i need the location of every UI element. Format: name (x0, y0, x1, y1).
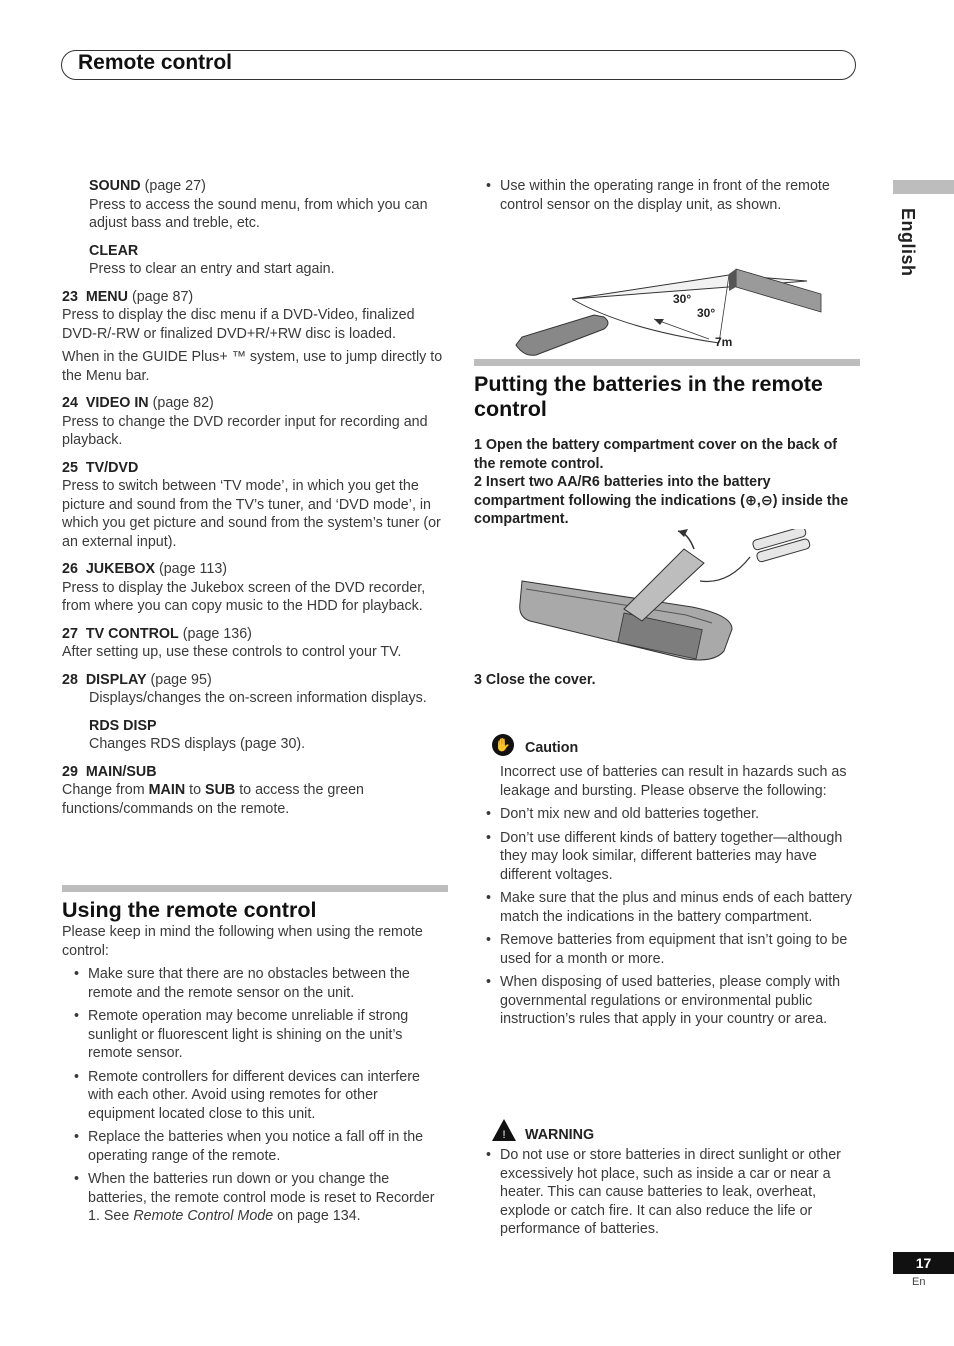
step-3: 3 Close the cover. (474, 671, 596, 688)
caution-title: Caution (525, 740, 579, 756)
entry-title: RDS DISP (89, 717, 157, 734)
page-title: Remote control (78, 51, 233, 74)
entry-desc: Press to display the Jukebox screen of the DVD recorder, from where you can copy music to the HDD for playback. (62, 579, 426, 614)
page-number: 17 (893, 1252, 954, 1274)
list-item: • Remote controllers for different devices can interfere with each other. Avoid using remotes for other equipment located close to this unit. (62, 1068, 448, 1124)
entry-page: (page 95) (150, 671, 212, 688)
language-tab (893, 180, 954, 194)
entry-page: (page 27) (144, 178, 206, 194)
entry-title: TV/DVD (85, 459, 139, 476)
entry-num: 28 (62, 671, 78, 688)
section-heading: Putting the batteries in the remote control (474, 372, 823, 421)
list-item: • Replace the batteries when you notice a fall off in the operating range of the remote. (62, 1128, 448, 1165)
entry-title: DISPLAY (85, 671, 147, 688)
entry-num: 29 (62, 763, 78, 780)
entry-desc-2: When in the GUIDE Plus+ ™ system, use to jump directly to the Menu bar. (62, 349, 443, 384)
entry-num: 23 (62, 288, 78, 305)
warning-section (474, 1118, 860, 1244)
caution-bullet-list (474, 805, 860, 1029)
svg-text:!: ! (502, 1129, 506, 1141)
entry-video-in (62, 394, 448, 450)
step-1: 1 Open the battery compartment cover on the back of the remote control. (474, 437, 838, 472)
list-item: • Don’t mix new and old batteries together. (474, 805, 860, 824)
entry-main-sub (62, 763, 448, 819)
list-item: • Make sure that the plus and minus ends of each battery match the indications in the battery compartment. (474, 889, 860, 926)
entry-desc: Press to display the disc menu if a DVD-Video, finalized DVD-R/-RW or finalized DVD+R/+RW disc is loaded. (62, 307, 415, 342)
entry-page: (page 136) (182, 625, 252, 642)
entry-tv-dvd (62, 459, 448, 552)
warning-bullet-list (474, 1146, 860, 1239)
entry-desc: Displays/changes the on-screen information displays. (89, 690, 427, 706)
entry-rds-disp (62, 717, 448, 754)
entry-title: JUKEBOX (85, 561, 155, 577)
display-unit-icon (729, 269, 821, 312)
language-label: English (898, 208, 918, 277)
left-column (62, 177, 448, 827)
batteries-section (474, 359, 860, 689)
entry-page: (page 87) (131, 288, 194, 305)
caution-section (474, 734, 860, 1034)
range-bullet-list (474, 177, 860, 214)
entry-clear (62, 242, 448, 279)
entry-sound (62, 177, 448, 233)
entry-num: 27 (62, 625, 78, 642)
step-2: 2 Insert two AA/R6 batteries into the battery compartment following the indications (⊕,⊖) inside the compartment. (474, 474, 849, 527)
entry-page: (page 82) (152, 395, 214, 411)
batteries-icon (752, 529, 811, 563)
entry-num: 24 (62, 395, 78, 411)
using-remote-section (62, 885, 448, 1231)
list-item: • Use within the operating range in front of the remote control sensor on the display unit, as shown. (474, 177, 860, 214)
entry-title: TV CONTROL (85, 625, 179, 642)
warning-header (474, 1118, 860, 1146)
remote-icon (516, 315, 608, 355)
list-item: • Remote operation may become unreliable if strong sunlight or fluorescent light is shining on the unit’s remote sensor. (62, 1007, 448, 1063)
entry-page: (page 113) (158, 561, 228, 577)
entry-title: CLEAR (89, 242, 139, 259)
section-heading: Using the remote control (62, 898, 317, 922)
warning-triangle-icon (491, 1118, 517, 1142)
entry-display (62, 671, 448, 708)
angle-label-1: 30° (673, 292, 692, 306)
section-intro: Please keep in mind the following when using the remote control: (62, 924, 423, 959)
list-item: • When disposing of used batteries, please comply with governmental regulations or environmental public instruction’s rules that apply in your country or area. (474, 973, 860, 1029)
entry-desc: Changes RDS displays (page 30). (89, 736, 306, 752)
section-divider (474, 359, 860, 366)
entry-menu (62, 288, 448, 386)
distance-label: 7m (715, 335, 733, 349)
right-column-top (474, 177, 860, 359)
list-item: • Make sure that there are no obstacles between the remote and the remote sensor on the unit. (62, 965, 448, 1002)
battery-figure (474, 529, 860, 663)
list-item: • Remove batteries from equipment that isn’t going to be used for a month or more. (474, 931, 860, 968)
list-item: • Do not use or store batteries in direct sunlight or other excessively hot place, such as inside a car or near a heater. This can cause batteries to leak, overheat, explode or catch fire. It can also reduce the life or performance of batteries. (474, 1146, 860, 1239)
list-item: • Don’t use different kinds of battery together—although they may look similar, different batteries may have different voltages. (474, 829, 860, 885)
entry-num: 25 (62, 459, 78, 476)
list-item: • When the batteries run down or you change the batteries, the remote control mode is reset to Recorder 1. See Remote Control Mode on page 134. (62, 1170, 448, 1226)
entry-title: SOUND (89, 178, 141, 194)
caution-hand-icon: ✋ (492, 734, 514, 756)
operating-range-figure (474, 219, 860, 359)
angle-label-2: 30° (697, 306, 716, 320)
using-bullet-list (62, 965, 448, 1226)
entry-title: VIDEO IN (85, 395, 149, 411)
entry-desc: Press to clear an entry and start again. (89, 261, 335, 277)
entry-tv-control (62, 625, 448, 662)
entry-desc: After setting up, use these controls to control your TV. (62, 644, 402, 660)
caution-intro: Incorrect use of batteries can result in hazards such as leakage and bursting. Please observe the following: (500, 764, 847, 799)
entry-title: MAIN/SUB (85, 763, 157, 780)
entry-jukebox (62, 560, 448, 616)
entry-num: 26 (62, 561, 78, 577)
entry-title: MENU (85, 288, 128, 305)
section-divider (62, 885, 448, 892)
entry-desc: Press to change the DVD recorder input for recording and playback. (62, 413, 428, 448)
entry-desc: Change from MAIN to SUB to access the green functions/commands on the remote. (62, 782, 364, 817)
entry-desc: Press to access the sound menu, from which you can adjust bass and treble, etc. (89, 196, 428, 231)
page-lang: En (912, 1276, 926, 1288)
remote-back-icon (520, 581, 732, 660)
entry-desc: Press to switch between ‘TV mode’, in which you get the picture and sound from the TV’s tuner, and ‘DVD mode’, in which you get picture and sound from the system’s tuner (or an external input). (62, 478, 441, 550)
caution-header (474, 734, 860, 760)
warning-title: WARNING (525, 1127, 595, 1143)
